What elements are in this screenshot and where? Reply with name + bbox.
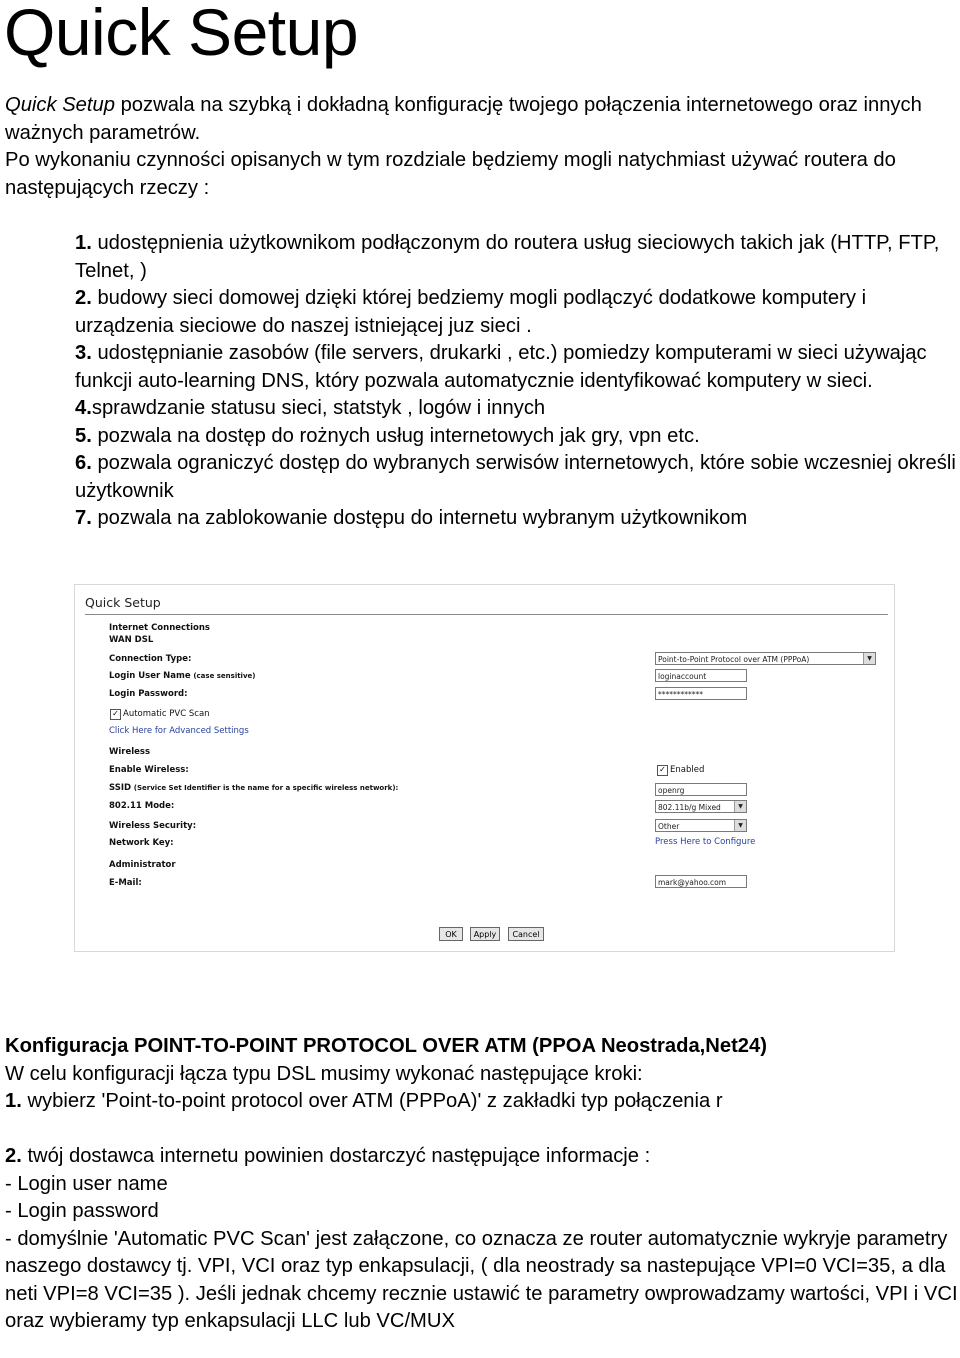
list-item <box>75 450 960 505</box>
list-item <box>75 505 960 533</box>
intro-paragraph <box>5 92 960 202</box>
list-text: pozwala ograniczyć dostęp do wybranych serwisów internetowych, które sobie wczesniej określi użytkownik <box>75 452 956 502</box>
connection-type-select[interactable]: Point-to-Point Protocol over ATM (PPPoA) ▼ <box>655 652 876 665</box>
divider <box>85 614 888 615</box>
step-1: 1. wybierz 'Point-to-point protocol over ATM (PPPoA)' z zakładki typ połączenia r <box>5 1090 723 1112</box>
enabled-label: Enabled <box>670 765 705 775</box>
list-number: 7. <box>75 507 92 529</box>
info-item: - Login password <box>5 1200 159 1222</box>
list-text: udostępnienia użytkownikom podłączonym do routera usług sieciowych takich jak (HTTP, FTP, Telnet, ) <box>75 232 940 282</box>
list-number: 3. <box>75 342 92 364</box>
list-text: pozwala na zablokowanie dostępu do internetu wybranym użytkownikom <box>91 507 748 529</box>
network-key-label: Network Key: <box>109 838 174 848</box>
login-password-label: Login Password: <box>109 689 188 699</box>
quick-setup-screenshot <box>74 584 895 952</box>
list-item <box>75 395 960 423</box>
section-administrator: Administrator <box>109 860 176 870</box>
security-label: Wireless Security: <box>109 821 197 831</box>
intro-line1: pozwala na szybką i dokładną konfigurację twojego połączenia internetowego oraz innych ważnych parametrów. <box>5 94 922 144</box>
list-item <box>75 340 960 395</box>
email-label: E-Mail: <box>109 878 142 888</box>
page-title: Quick Setup <box>4 0 359 69</box>
step-2: 2. twój dostawca internetu powinien dostarczyć następujące informacje : <box>5 1145 651 1167</box>
list-number: 5. <box>75 424 92 447</box>
cancel-button[interactable]: Cancel <box>508 927 544 941</box>
enable-wireless-label: Enable Wireless: <box>109 765 189 775</box>
email-input[interactable]: mark@yahoo.com <box>655 875 747 888</box>
advanced-settings-link[interactable]: Click Here for Advanced Settings <box>109 726 249 736</box>
list-number: 4. <box>75 397 92 419</box>
info-item: - domyślnie 'Automatic PVC Scan' jest załączone, co oznacza ze router automatycznie wykryje parametry naszego dostawcy tj. VPI, VCI oraz typ enkapsulacji, ( dla neostrady sa nastepujące VPI=0 VCI=35, a dla neti VPI=8 VCI=35 ). Jeśli jednak chcemy recznie ustawić te parametry owprowadzamy wartości, VPI i VCI oraz wybieramy typ enkapsulacji LLC lub VC/MUX <box>5 1227 958 1332</box>
list-number: 6. <box>75 452 92 474</box>
section-heading: Konfiguracja POINT-TO-POINT PROTOCOL OVER ATM (PPOA Neostrada,Net24) <box>5 1035 767 1057</box>
ok-button[interactable]: OK <box>439 927 463 941</box>
list-number: 2. <box>75 287 92 309</box>
login-password-input[interactable]: ************ <box>655 687 747 700</box>
connection-type-label: Connection Type: <box>109 654 192 664</box>
list-number: 1. <box>75 232 92 254</box>
list-text: pozwala na dostęp do rożnych usług internetowych jak gry, vpn etc. <box>91 424 700 447</box>
panel-title: Quick Setup <box>85 595 161 610</box>
security-select[interactable]: Other ▼ <box>655 819 747 832</box>
chevron-down-icon: ▼ <box>863 653 875 664</box>
auto-pvc-checkbox[interactable]: ✓ <box>110 709 121 720</box>
mode-label: 802.11 Mode: <box>109 801 175 811</box>
login-user-label: Login User Name (case sensitive) <box>109 671 256 681</box>
section-internet-connections: Internet Connections <box>109 623 210 633</box>
feature-list <box>75 230 960 533</box>
enable-wireless-checkbox[interactable]: ✓ <box>657 765 668 776</box>
info-item: - Login user name <box>5 1172 168 1195</box>
apply-button[interactable]: Apply <box>470 927 500 941</box>
section-wan-dsl: WAN DSL <box>109 635 154 645</box>
intro-line2: Po wykonaniu czynności opisanych w tym rozdziale będziemy mogli natychmiast używać routera do następujących rzeczy : <box>5 149 896 199</box>
intro-italic: Quick Setup <box>5 94 115 116</box>
chevron-down-icon: ▼ <box>734 801 746 812</box>
auto-pvc-label: Automatic PVC Scan <box>123 709 210 719</box>
section-wireless: Wireless <box>109 747 151 757</box>
configure-link[interactable]: Press Here to Configure <box>655 837 756 847</box>
chevron-down-icon: ▼ <box>734 820 746 831</box>
pppoa-instructions <box>5 1033 960 1336</box>
list-text: budowy sieci domowej dzięki której bedziemy mogli podlączyć dodatkowe komputery i urządzenia sieciowe do naszej istniejącej juz sieci . <box>75 287 867 337</box>
instructions-intro: W celu konfiguracji łącza typu DSL musimy wykonać następujące kroki: <box>5 1062 643 1085</box>
login-user-input[interactable]: loginaccount <box>655 669 747 682</box>
list-item <box>75 230 960 285</box>
list-text: sprawdzanie statusu sieci, statstyk , logów i innych <box>91 397 546 419</box>
list-item <box>75 285 960 340</box>
list-item <box>75 423 960 451</box>
mode-select[interactable]: 802.11b/g Mixed ▼ <box>655 800 747 813</box>
ssid-label: SSID (Service Set Identifier is the name for a specific wireless network): <box>109 783 399 793</box>
ssid-input[interactable]: openrg <box>655 783 747 796</box>
list-text: udostępnianie zasobów (file servers, drukarki , etc.) pomiedzy komputerami w sieci używając funkcji auto-learning DNS, który pozwala automatycznie identyfikować komputery w sieci. <box>75 342 927 392</box>
